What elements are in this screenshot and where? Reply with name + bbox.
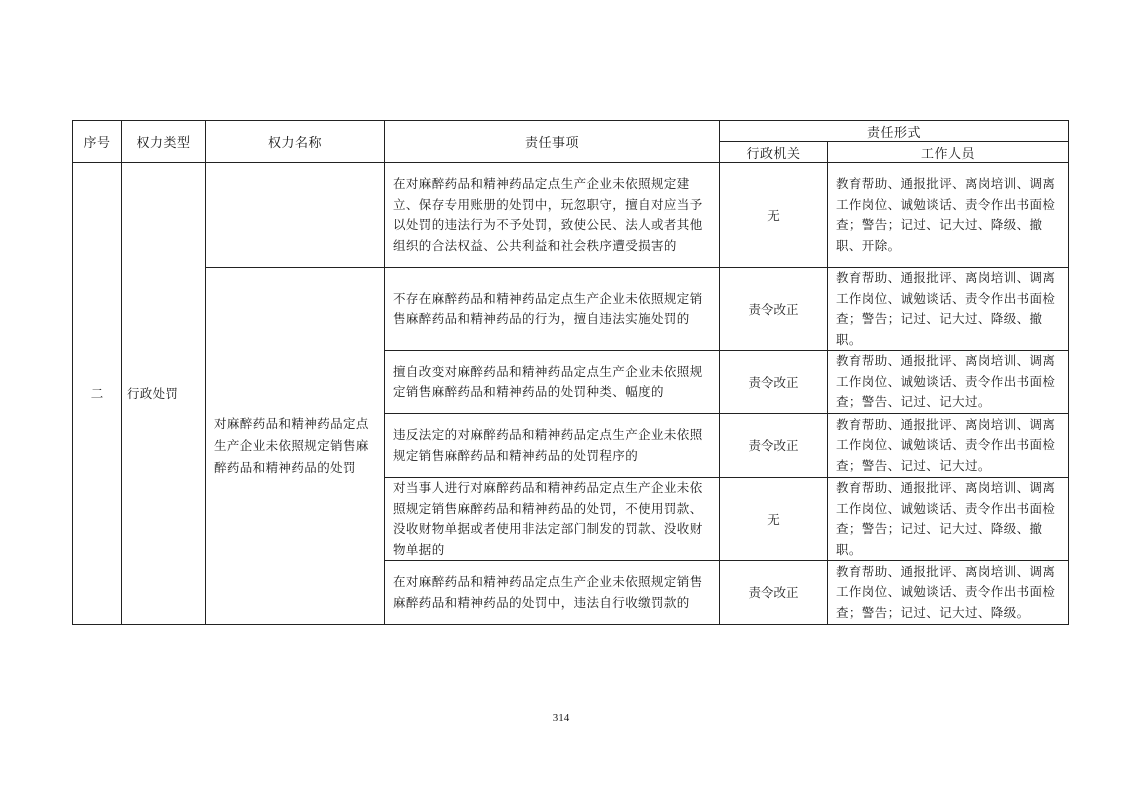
header-power-type: 权力类型 (122, 121, 206, 163)
matter-cell: 擅自改变对麻醉药品和精神药品定点生产企业未依照规定销售麻醉药品和精神药品的处罚种类、幅度的 (385, 351, 720, 414)
matter-cell: 违反法定的对麻醉药品和精神药品定点生产企业未依照规定销售麻醉药品和精神药品的处罚程序的 (385, 414, 720, 478)
staff-cell: 教育帮助、通报批评、离岗培训、调离工作岗位、诚勉谈话、责令作出书面检查；警告；记过、记大过、降级、撤职、开除。 (828, 163, 1069, 268)
agency-cell: 责令改正 (720, 414, 828, 478)
staff-cell: 教育帮助、通报批评、离岗培训、调离工作岗位、诚勉谈话、责令作出书面检查；警告、记过、记大过。 (828, 414, 1069, 478)
agency-cell: 责令改正 (720, 561, 828, 625)
header-matter: 责任事项 (385, 121, 720, 163)
power-name-cell: 对麻醉药品和精神药品定点生产企业未依照规定销售麻醉药品和精神药品的处罚 (206, 268, 385, 625)
header-seq: 序号 (73, 121, 122, 163)
header-staff: 工作人员 (828, 142, 1069, 163)
matter-cell: 在对麻醉药品和精神药品定点生产企业未依照规定销售麻醉药品和精神药品的处罚中，违法自行收缴罚款的 (385, 561, 720, 625)
table-row (73, 163, 1069, 268)
matter-cell: 在对麻醉药品和精神药品定点生产企业未依照规定建立、保存专用账册的处罚中，玩忽职守，擅自对应当予以处罚的违法行为不予处罚，致使公民、法人或者其他组织的合法权益、公共利益和社会秩序遭受损害的 (385, 163, 720, 268)
responsibility-table (72, 120, 1069, 625)
matter-cell: 不存在麻醉药品和精神药品定点生产企业未依照规定销售麻醉药品和精神药品的行为，擅自违法实施处罚的 (385, 268, 720, 351)
agency-cell: 无 (720, 163, 828, 268)
agency-cell: 责令改正 (720, 351, 828, 414)
header-agency: 行政机关 (720, 142, 828, 163)
power-type-cell: 行政处罚 (122, 163, 206, 625)
staff-cell: 教育帮助、通报批评、离岗培训、调离工作岗位、诚勉谈话、责令作出书面检查；警告；记过、记大过、降级。 (828, 561, 1069, 625)
staff-cell: 教育帮助、通报批评、离岗培训、调离工作岗位、诚勉谈话、责令作出书面检查；警告；记过、记大过、降级、撤职。 (828, 268, 1069, 351)
header-form: 责任形式 (720, 121, 1069, 142)
staff-cell: 教育帮助、通报批评、离岗培训、调离工作岗位、诚勉谈话、责令作出书面检查；警告、记过、记大过。 (828, 351, 1069, 414)
header-power-name: 权力名称 (206, 121, 385, 163)
table-row (73, 268, 1069, 351)
agency-cell: 责令改正 (720, 268, 828, 351)
matter-cell: 对当事人进行对麻醉药品和精神药品定点生产企业未依照规定销售麻醉药品和精神药品的处罚，不使用罚款、没收财物单据或者使用非法定部门制发的罚款、没收财物单据的 (385, 478, 720, 561)
agency-cell: 无 (720, 478, 828, 561)
power-name-empty-cell (206, 163, 385, 268)
page-number: 314 (552, 712, 570, 724)
staff-cell: 教育帮助、通报批评、离岗培训、调离工作岗位、诚勉谈话、责令作出书面检查；警告；记过、记大过、降级、撤职。 (828, 478, 1069, 561)
seq-cell: 二 (73, 163, 122, 625)
